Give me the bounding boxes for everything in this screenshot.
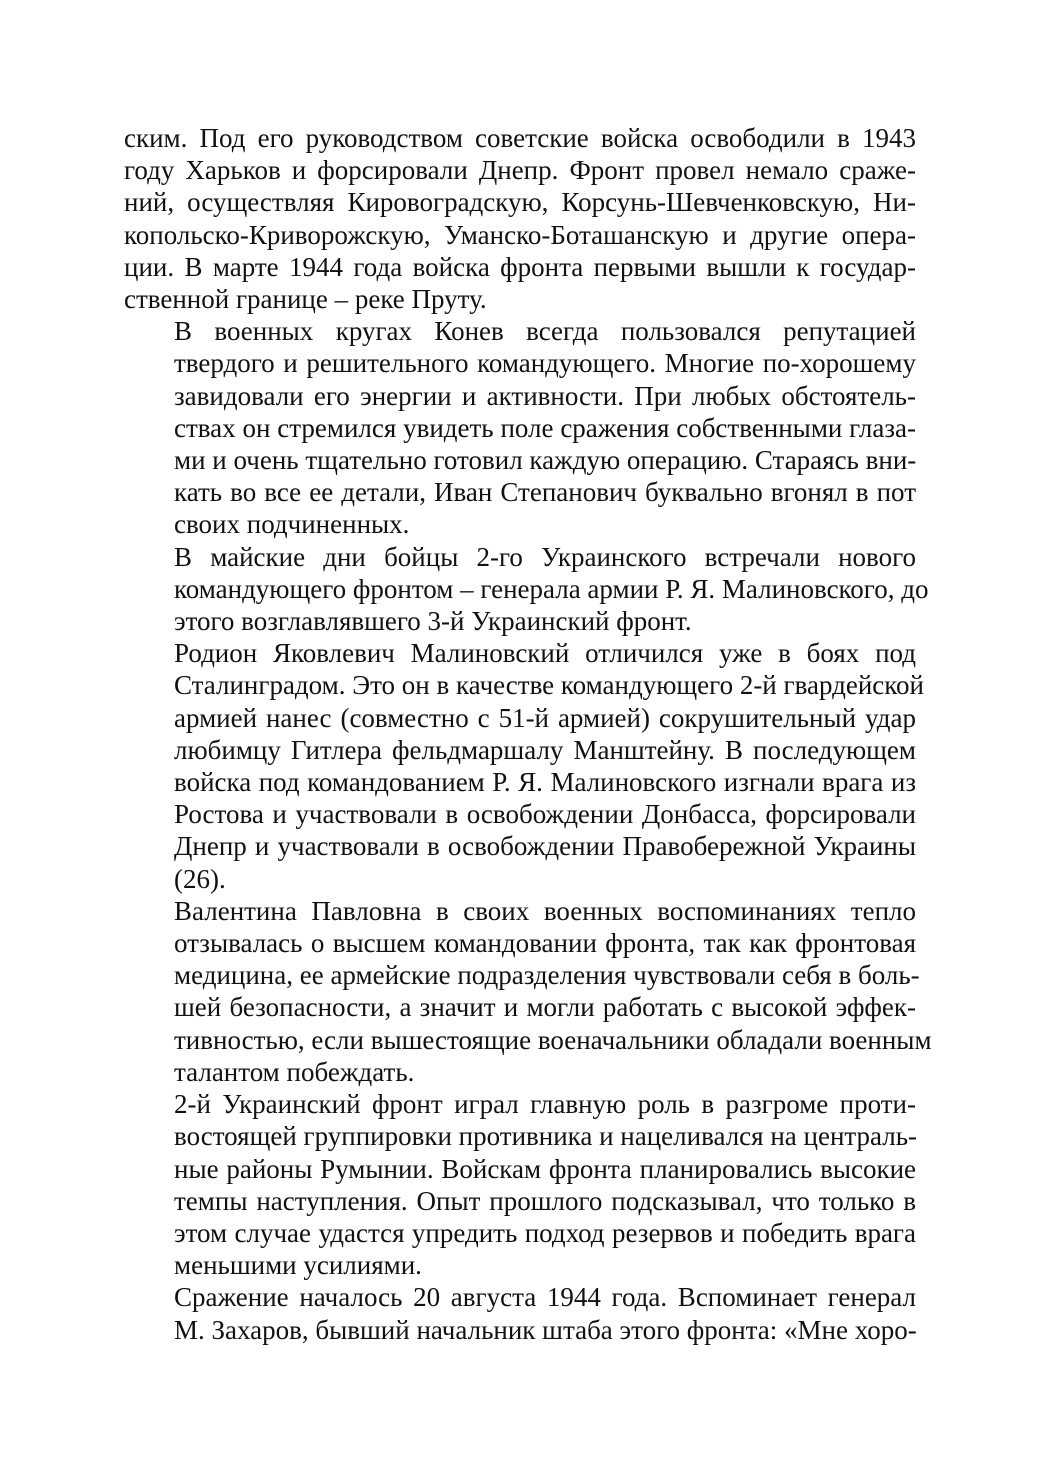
text-line: своих подчиненных.	[174, 509, 410, 540]
text-line: (26).	[174, 863, 226, 894]
text-line: меньшими усилиями.	[174, 1250, 422, 1281]
text-line: ствах он стремился увидеть поле сражения собственными глаза-	[174, 412, 916, 443]
text-line: талантом побеждать.	[174, 1056, 415, 1087]
text-line: командующего фронтом – генерала армии Р. Я. Малиновского, до	[174, 573, 929, 604]
body-text	[124, 122, 932, 1346]
text-line: Валентина Павловна в своих военных воспоминаниях тепло	[174, 895, 916, 926]
text-line: армией нанес (совместно с 51-й армией) сокрушительный удар	[174, 702, 916, 733]
text-line: М. Захаров, бывший начальник штаба этого фронта: «Мне хоро-	[174, 1314, 917, 1345]
document-page	[124, 122, 932, 1346]
text-line: ний, осуществляя Кировоградскую, Корсунь-Шевченковскую, Ни-	[124, 187, 916, 218]
text-line: тивностью, если вышестоящие военачальники обладали военным	[174, 1024, 932, 1055]
text-line: ским. Под его руководством советские войска освободили в 1943	[124, 123, 916, 153]
text-line: Сталинградом. Это он в качестве командующего 2-й гвардейской	[174, 670, 924, 701]
text-line: этого возглавлявшего 3-й Украинский фронт.	[174, 606, 692, 637]
text-line: отзывалась о высшем командовании фронта, так как фронтовая	[174, 928, 916, 959]
paragraph	[124, 122, 916, 315]
text-line: Родион Яковлевич Малиновский отличился уже в боях под	[174, 638, 916, 669]
paragraph	[124, 541, 929, 638]
text-line: завидовали его энергии и активности. При любых обстоятель-	[174, 380, 916, 411]
text-line: шей безопасности, а значит и могли работать с высокой эффек-	[174, 992, 916, 1023]
text-line: ные районы Румынии. Войскам фронта планировались высокие	[174, 1153, 916, 1184]
paragraph	[124, 315, 916, 540]
text-line: востоящей группировки противника и нацеливался на централь-	[174, 1121, 918, 1152]
text-line: Ростова и участвовали в освобождении Донбасса, форсировали	[174, 799, 916, 830]
text-line: году Харьков и форсировали Днепр. Фронт провел немало сраже-	[124, 155, 916, 186]
text-line: В военных кругах Конев всегда пользовался репутацией	[174, 316, 916, 347]
text-line: этом случае удастся упредить подход резервов и победить врага	[174, 1217, 916, 1248]
paragraph	[124, 895, 932, 1088]
text-line: 2-й Украинский фронт играл главную роль в разгроме проти-	[174, 1089, 916, 1120]
paragraph	[124, 1088, 916, 1281]
text-line: В майские дни бойцы 2-го Украинского встречали нового	[174, 541, 916, 572]
text-line: ственной границе – реке Пруту.	[124, 284, 487, 315]
text-line: войска под командованием Р. Я. Малиновского изгнали врага из	[174, 767, 916, 798]
text-line: твердого и решительного командующего. Многие по-хорошему	[174, 348, 916, 379]
text-line: кать во все ее детали, Иван Степанович буквально вгонял в пот	[174, 477, 916, 508]
paragraph	[124, 637, 924, 895]
text-line: темпы наступления. Опыт прошлого подсказывал, что только в	[174, 1185, 916, 1216]
text-line: любимцу Гитлера фельдмаршалу Манштейну. В последующем	[174, 734, 916, 765]
text-line: Днепр и участвовали в освобождении Правобережной Украины	[174, 831, 916, 862]
text-line: Сражение началось 20 августа 1944 года. Вспоминает генерал	[174, 1282, 916, 1313]
text-line: копольско-Криворожскую, Уманско-Боташанскую и другие опера-	[124, 219, 916, 250]
text-line: ции. В марте 1944 года войска фронта первыми вышли к государ-	[124, 251, 916, 282]
text-line: ми и очень тщательно готовил каждую операцию. Стараясь вни-	[174, 445, 917, 476]
paragraph	[124, 1281, 916, 1345]
text-line: медицина, ее армейские подразделения чувствовали себя в боль-	[174, 960, 920, 991]
